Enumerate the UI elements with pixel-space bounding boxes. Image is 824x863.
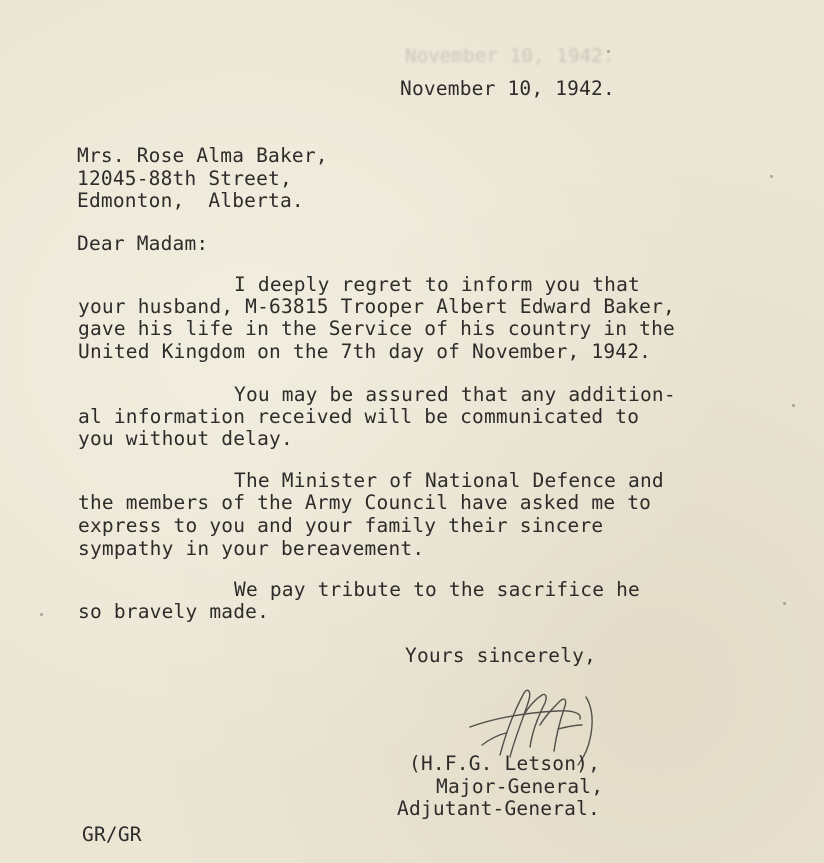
paper-speck [792, 404, 795, 407]
reference-initials: GR/GR [82, 823, 142, 846]
paragraph-line: the members of the Army Council have asked me to [78, 491, 652, 514]
paragraph-line: I deeply regret to inform you that [234, 273, 640, 296]
paragraph-line: express to you and your family their sincere [78, 514, 604, 537]
address-line: Mrs. Rose Alma Baker, [77, 144, 328, 167]
paragraph-line: The Minister of National Defence and [234, 469, 664, 492]
paragraph-line: United Kingdom on the 7th day of November, 1942. [78, 340, 652, 363]
paragraph-line: your husband, M-63815 Trooper Albert Edward Baker, [78, 295, 675, 318]
paragraph-line: You may be assured that any addition- [234, 383, 676, 406]
salutation: Dear Madam: [77, 232, 209, 255]
paragraph-line: al information received will be communicated to [78, 405, 640, 428]
signatory-rank: Major-General, [436, 775, 604, 798]
paper-speck [607, 50, 610, 53]
address-line: 12045-88th Street, [77, 167, 292, 190]
paragraph-line: so bravely made. [78, 600, 270, 623]
paper-speck [770, 175, 773, 178]
paper-speck [783, 602, 786, 605]
faint-date-overstrike: November 10, 1942. [405, 45, 615, 67]
paragraph-line: We pay tribute to the sacrifice he [234, 578, 640, 601]
signatory-name: (H.F.G. Letson), [409, 752, 601, 775]
paper-speck [40, 613, 43, 616]
closing: Yours sincerely, [405, 644, 597, 667]
paragraph-line: gave his life in the Service of his country in the [78, 317, 675, 340]
paragraph-line: you without delay. [78, 427, 293, 450]
paragraph-line: sympathy in your bereavement. [78, 537, 425, 560]
address-line: Edmonton, Alberta. [77, 189, 304, 212]
signatory-title: Adjutant-General. [397, 797, 600, 820]
letter-date: November 10, 1942. [400, 77, 615, 100]
